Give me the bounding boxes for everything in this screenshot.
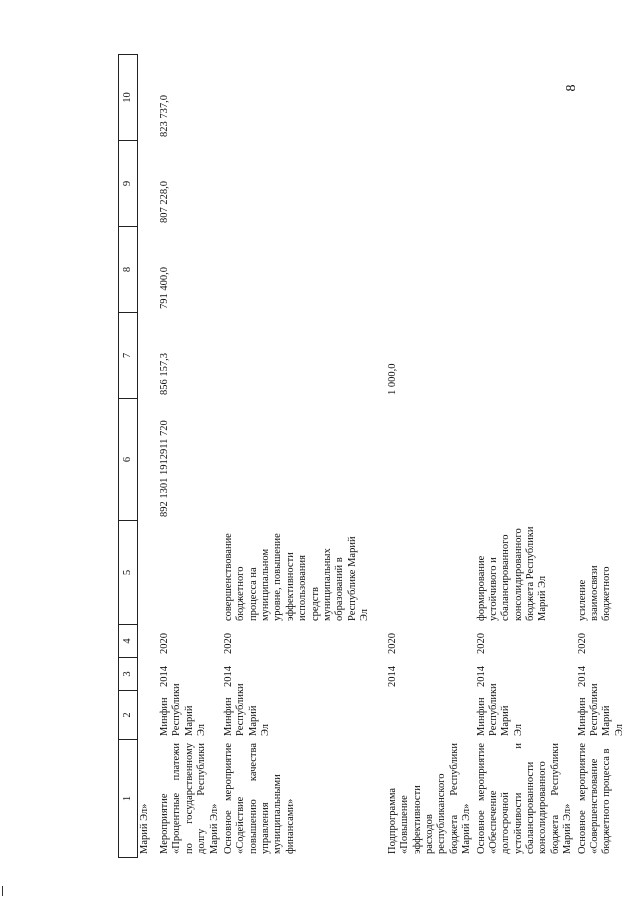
column-header: 5: [119, 521, 138, 625]
value-cell: [475, 227, 576, 313]
code-cell: [222, 399, 386, 521]
value-cell: [576, 313, 628, 399]
end-year-cell: 2020: [222, 633, 234, 654]
end-year-cell: 2020: [475, 633, 487, 654]
program-table: [118, 54, 627, 858]
value-cell: 807 228,0: [159, 181, 170, 223]
start-year-cell: 2014: [386, 666, 398, 687]
table-row: [222, 55, 386, 858]
start-year-cell: 2014: [222, 666, 234, 687]
event-name-cell: Основное мероприятие «Обеспечение долгосрочной устойчивости и сбалансированности консолидированного бюджета Республики Марий Эл»: [475, 743, 574, 854]
executor-cell: Минфин Республики Марий Эл: [222, 683, 271, 736]
end-year-cell: 2020: [576, 633, 588, 654]
result-cell: формирование устойчивого и сбалансированного консолидированного бюджета Республики Марий Эл: [475, 526, 549, 621]
start-year-cell: 2014: [576, 666, 588, 687]
result-cell: [158, 521, 222, 625]
value-cell: [576, 227, 628, 313]
value-cell: 823 737,0: [159, 95, 170, 137]
code-cell: [386, 399, 475, 521]
column-header: 7: [119, 313, 138, 399]
executor-cell: Минфин Республики Марий Эл: [159, 683, 208, 736]
value-cell: [475, 141, 576, 227]
page-number: 8: [564, 84, 579, 92]
executor-cell: Минфин Республики Марий Эл: [576, 683, 625, 736]
value-cell: 1 000,0: [386, 363, 398, 395]
value-cell: [222, 141, 386, 227]
value-cell: [475, 55, 576, 141]
code-cell: [138, 399, 159, 521]
code-cell: [475, 399, 576, 521]
code-cell: [576, 399, 628, 521]
end-year-cell: 2020: [159, 633, 170, 654]
value-cell: [222, 55, 386, 141]
value-cell: [138, 227, 159, 313]
value-cell: [386, 55, 475, 141]
value-cell: [138, 313, 159, 399]
value-cell: [222, 313, 386, 399]
column-header: 2: [119, 691, 138, 740]
value-cell: [576, 141, 628, 227]
value-cell: [576, 55, 628, 141]
column-header: 3: [119, 658, 138, 691]
executor-cell: [386, 691, 475, 740]
event-name-cell: Мероприятие «Процентные платежи по государственному долгу Республики Марий Эл»: [159, 743, 220, 854]
column-header: 8: [119, 227, 138, 313]
start-year-cell: [138, 658, 159, 691]
header-row: [119, 55, 138, 858]
result-cell: усиление взаимосвязи бюджетного: [576, 565, 613, 621]
executor-cell: [138, 691, 159, 740]
result-cell: [138, 521, 159, 625]
column-header: 10: [119, 55, 138, 141]
value-cell: [386, 141, 475, 227]
rotated-table-area: [118, 55, 625, 858]
column-header: 6: [119, 399, 138, 521]
column-header: 1: [119, 740, 138, 858]
value-cell: 856 157,3: [159, 353, 170, 395]
event-name-cell: Марий Эл»: [139, 803, 150, 854]
result-cell: [386, 521, 475, 625]
start-year-cell: 2014: [475, 666, 487, 687]
value-cell: [475, 313, 576, 399]
table-row: [576, 55, 628, 858]
table-row: [386, 55, 475, 858]
executor-cell: Минфин Республики Марий Эл: [475, 683, 524, 736]
table-row: [158, 55, 222, 858]
end-year-cell: [138, 625, 159, 658]
event-name-cell: Основное мероприятие «Совершенствование бюджетного процесса в: [576, 743, 613, 854]
end-year-cell: 2020: [386, 633, 398, 654]
value-cell: [138, 55, 159, 141]
value-cell: 791 400,0: [159, 267, 170, 309]
column-header: 9: [119, 141, 138, 227]
table-row: [138, 55, 159, 858]
column-header: 4: [119, 625, 138, 658]
value-cell: [138, 141, 159, 227]
edge-mark: [2, 886, 3, 896]
value-cell: [386, 227, 475, 313]
event-name-cell: Основное мероприятие «Содействие повышению качества управления муниципальными финансами»: [222, 743, 296, 854]
table-row: [475, 55, 576, 858]
value-cell: [222, 227, 386, 313]
event-name-cell: Подпрограмма «Повышение эффективности расходов республиканского бюджета Республики Марий Эл»: [386, 743, 473, 854]
result-cell: совершенствование бюджетного процесса на муниципальном уровне, повышение эффективности использования средств муниципальных образований в Республике Марий Эл: [222, 533, 370, 621]
start-year-cell: 2014: [159, 666, 170, 687]
code-cell: 892 1301 1912911 720: [159, 420, 170, 517]
